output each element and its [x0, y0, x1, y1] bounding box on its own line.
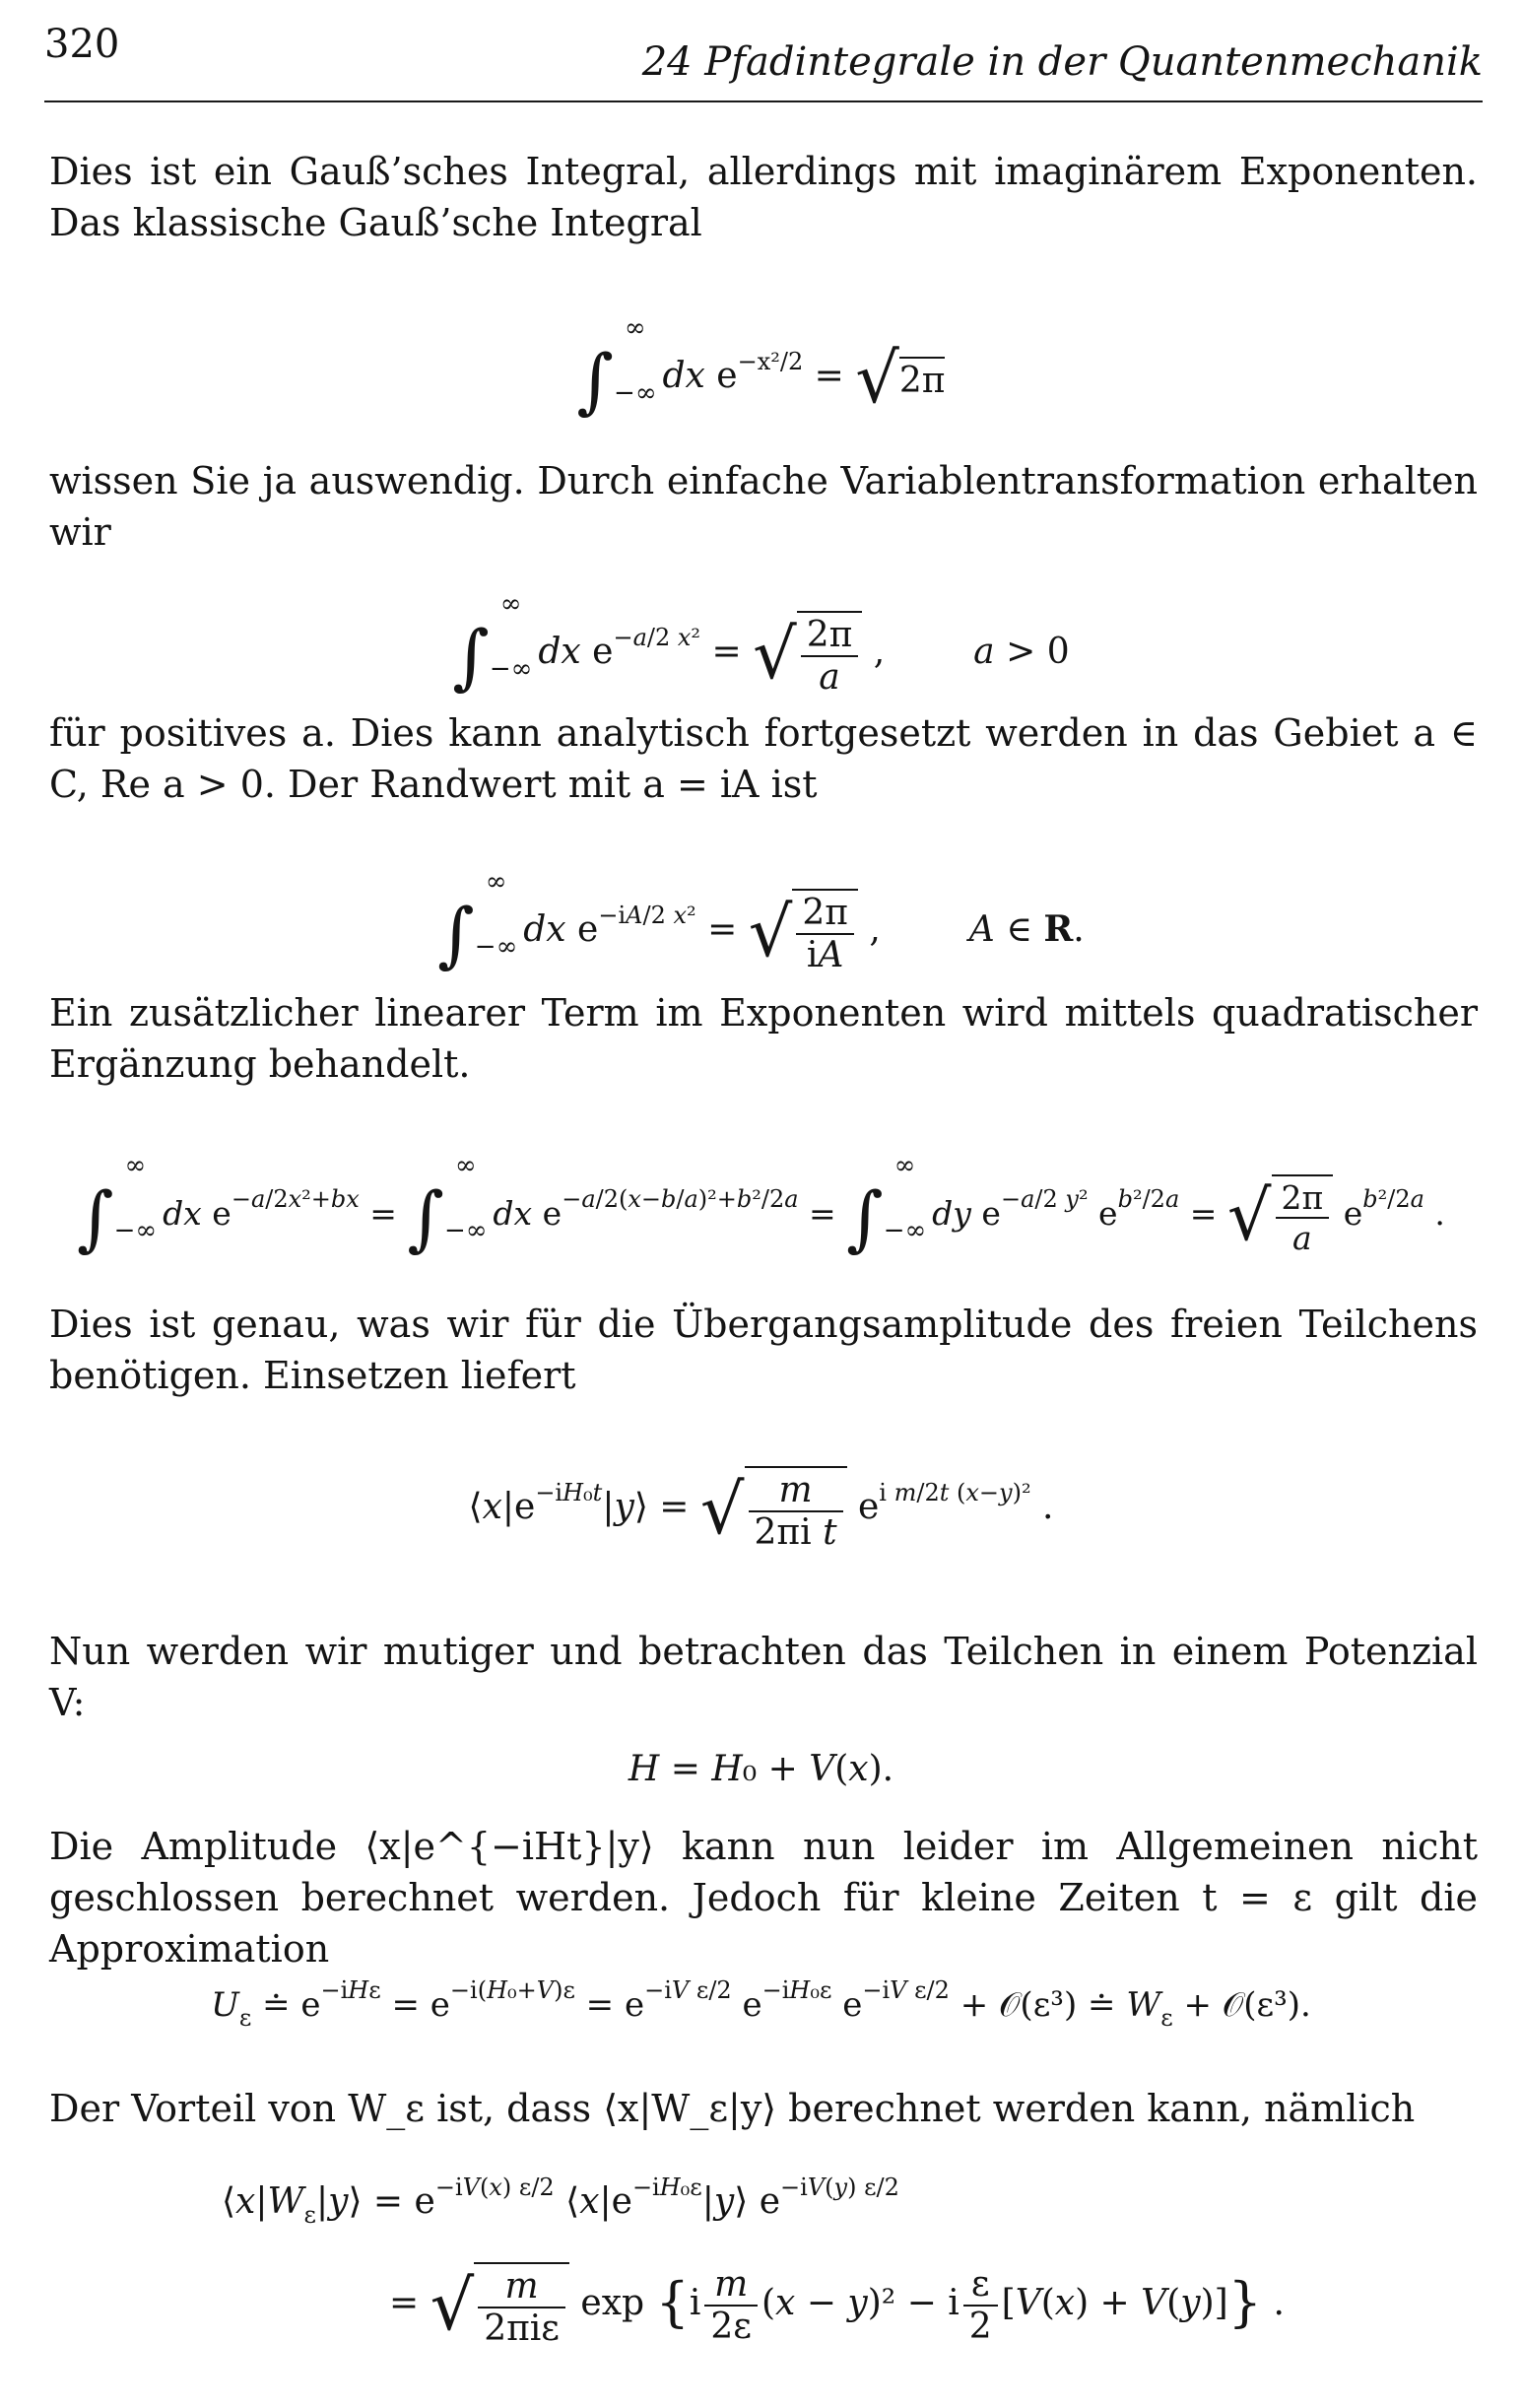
paragraph-3: für positives a. Dies kann analytisch fortgesetzt werden in das Gebiet a ∈ C, Re a > 0. Der Randwert mit a = iA ist [49, 711, 1478, 806]
equation-gauss-a: ∫ ∞ −∞ dx $e^{-a/2 x^2}$ = √ $\frac{2\pi}{a}$ , a > 0 [452, 589, 1070, 698]
page-header [44, 22, 1483, 102]
equation-gauss-ia: ∫ ∞ −∞ dx $e^{-iA/2 x^2}$ = √ $\frac{2\pi}{iA}$ , A ∈ R. [437, 867, 1085, 975]
paragraph-1: Dies ist ein Gauß’sches Integral, allerdings mit imaginärem Exponenten. Das klassische Gauß’sche Integral [49, 150, 1478, 244]
equation-hamiltonian: H = H₀ + V(x). [628, 1749, 894, 1789]
paragraph-5: Dies ist genau, was wir für die Übergangsamplitude des freien Teilchens benötigen. Einsetzen liefert [49, 1303, 1478, 1397]
equation-gauss: ∫ ∞ −∞ dx $e^{-x^2/2} = √2\pi$ [576, 313, 946, 422]
equation-free-amplitude: $⟨x|e^{-iH_0t}|y⟩$ = √ $\frac{m}{\text{2πi t}}$ $e^{i m/2t (x-y)^2}$ . [0, 1466, 1522, 1553]
running-title: 24 Pfadintegrale in der Quantenmechanik [641, 39, 1483, 85]
paragraph-8: Der Vorteil von W_ε ist, dass ⟨x|W_ε|y⟩ berechnet werden kann, nämlich [49, 2087, 1416, 2130]
paragraph-2: wissen Sie ja auswendig. Durch einfache Variablentransformation erhalten wir [49, 459, 1478, 554]
equation-w-line-1: $⟨x|W_\varepsilon|y⟩ = e^{-iV(x) \varepsilon/2}$ $⟨x|e^{-iH_0\varepsilon}|y⟩$ $e^{-iV(y) \varepsilon/2}$ [222, 2174, 899, 2229]
equation-completing-square: ∫ ∞ −∞ dx $e^{-a/2x^2+bx}$ = ∫ ∞ −∞ dx $e^{-a/2(x-b/a)^2+b^2/2a}$ = ∫ ∞ −∞ dy $e^{-a/2 y^2}$ $e^{b^2/2a}$ = √ $\frac{2\pi}{a}$ $e^{b^2/2a}$ . [77, 1151, 1445, 1259]
paragraph-7: Die Amplitude ⟨x|e^{−iHt}|y⟩ kann nun leider im Allgemeinen nicht geschlossen berechnet werden. Jedoch für kleine Zeiten t = ε gilt die Approximation [49, 1825, 1479, 1971]
page-number: 320 [44, 22, 120, 67]
equation-trotter: $U_\varepsilon$ ≐ $e^{-iH\varepsilon} = e^{-i(H_0+V)\varepsilon} = e^{-iV \varepsilon/2}$ $e^{-iH_0\varepsilon}$ $e^{-iV \varepsilon/2}$ + 𝒪(ε³) ≐ $W_\varepsilon$ + 𝒪(ε³). [211, 1976, 1311, 2032]
paragraph-4: Ein zusätzlicher linearer Term im Exponenten wird mittels quadratischer Ergänzung behandelt. [49, 991, 1478, 1086]
paragraph-6: Nun werden wir mutiger und betrachten das Teilchen in einem Potenzial V: [49, 1630, 1478, 1724]
equation-w-line-2: = √ $\frac{m}{\text{2πiε}}$ exp {i $\frac{m}{2\varepsilon}$ (x − y)² − i $\frac{\varepsilon}{2}$ [V(x) + V(y)]} . [389, 2264, 1285, 2349]
